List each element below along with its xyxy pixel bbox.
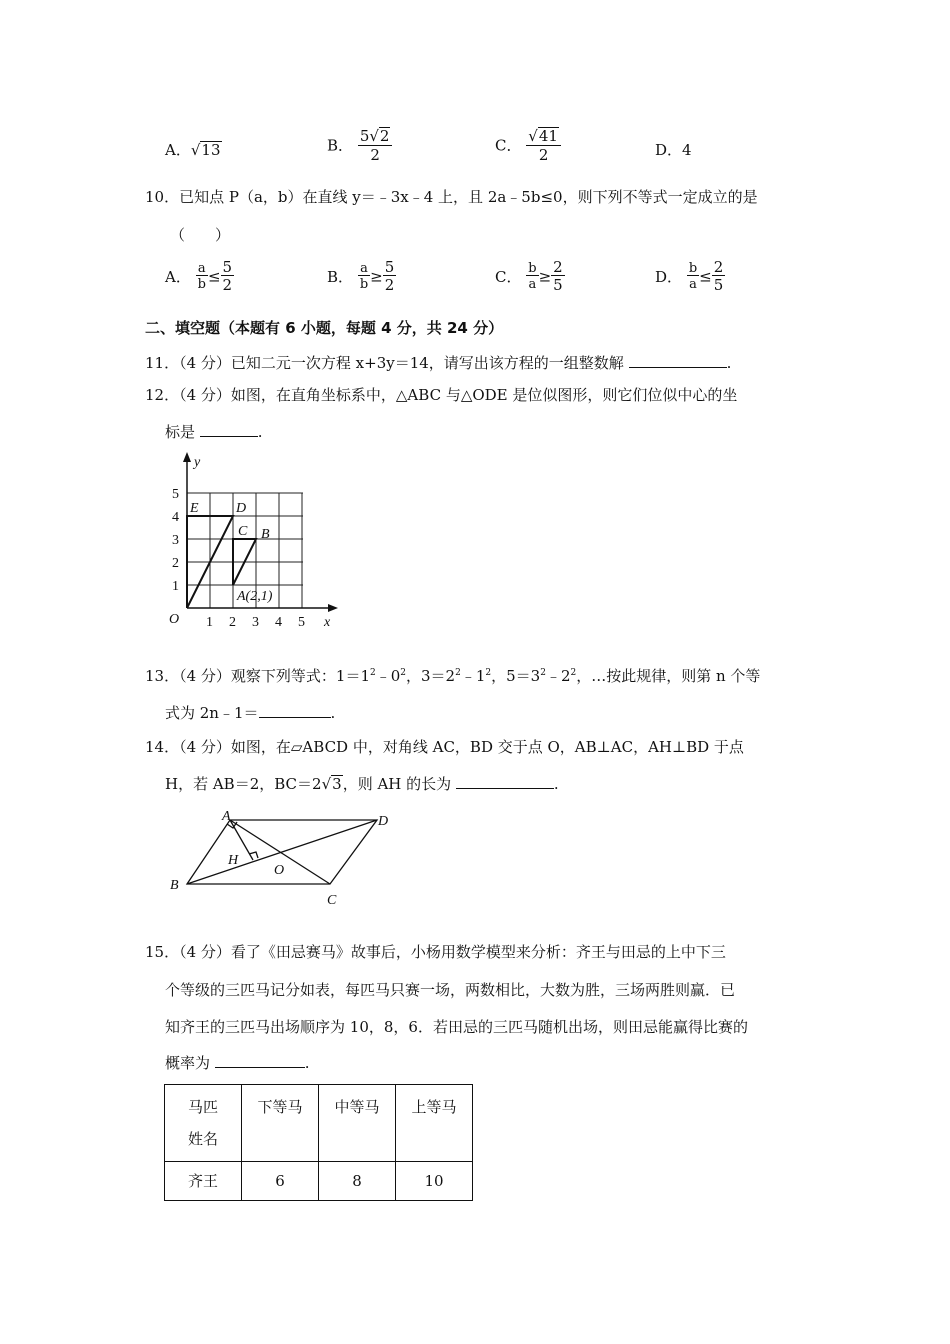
y-tick-2: 2 — [172, 556, 179, 571]
table-cell: 10 — [396, 1162, 473, 1201]
x-axis-label: x — [324, 615, 331, 630]
q10-option-b: B． $\frac{a}{b}$ ≥ $\frac{5}{2}$ — [327, 258, 395, 294]
q15-line3: 知齐王的三匹马出场顺序为 10，8，6．若田忌的三匹马随机出场，则田忌能赢得比赛的 — [165, 1018, 748, 1036]
figure-14-parallelogram — [165, 808, 400, 908]
x-tick-5: 5 — [298, 615, 305, 630]
table-cell: 8 — [319, 1162, 396, 1201]
q9-option-c: C． $\frac{√41}{2}$ — [495, 127, 561, 163]
point-b-label: B — [170, 878, 179, 893]
point-d-label: D — [236, 501, 247, 516]
table-header-cell: 上等马 — [396, 1085, 473, 1162]
point-b-label: B — [261, 527, 270, 542]
table-row — [165, 1162, 473, 1201]
x-tick-1: 1 — [206, 615, 213, 630]
point-h-label: H — [228, 853, 239, 868]
point-d-label: D — [378, 814, 389, 829]
origin-label: O — [169, 612, 180, 627]
q13-line2: 式为 2n﹣1＝ . — [165, 704, 336, 722]
q9-option-d: D．4 — [655, 141, 692, 159]
q10-stem: 10．已知点 P（a，b）在直线 y＝﹣3x﹣4 上，且 2a﹣5b≤0，则下列不等式一定成立的是 — [145, 188, 758, 206]
point-a-label: A — [222, 809, 231, 824]
table-header-cell: 下等马 — [242, 1085, 319, 1162]
q12-answer-blank[interactable] — [200, 422, 258, 437]
y-tick-3: 3 — [172, 533, 179, 548]
y-tick-5: 5 — [172, 487, 179, 502]
q12-line1: 12．（4 分）如图，在直角坐标系中，△ABC 与△ODE 是位似图形，则它们位似中心的坐 — [145, 386, 738, 404]
table-row — [165, 1085, 473, 1162]
q14-answer-blank[interactable] — [456, 774, 554, 789]
y-tick-4: 4 — [172, 510, 179, 525]
q9-option-b: B． $\frac{5√2}{2}$ — [327, 127, 392, 163]
figure-12-coordinate-grid — [160, 450, 350, 635]
table-cell: 6 — [242, 1162, 319, 1201]
q14-line2: H，若 AB＝2，BC＝2√3，则 AH 的长为 . — [165, 775, 559, 793]
q13-line1: 13．（4 分）观察下列等式：$1=1^2﹣0^2$，$3=2^2﹣1^2$，$5=3^2﹣2^2$，…按此规律，则第 n 个等 — [145, 667, 761, 685]
section-title: 二、填空题（本题有 6 小题，每题 4 分，共 24 分） — [145, 319, 504, 337]
q10-option-c: C． $\frac{b}{a}$ ≥ $\frac{2}{5}$ — [495, 258, 563, 294]
y-axis-label: y — [194, 455, 201, 470]
point-o-label: O — [274, 863, 285, 878]
point-e-label: E — [190, 501, 199, 516]
q15-line1: 15．（4 分）看了《田忌赛马》故事后，小杨用数学模型来分析：齐王与田忌的上中下三 — [145, 943, 726, 961]
q10-paren: （ ） — [170, 226, 231, 244]
x-tick-4: 4 — [275, 615, 282, 630]
q13-answer-blank[interactable] — [259, 703, 331, 718]
table-header-cell: 马匹 姓名 — [165, 1085, 242, 1162]
x-tick-3: 3 — [252, 615, 259, 630]
q10-option-a: A． $\frac{a}{b}$ ≤ $\frac{5}{2}$ — [165, 258, 233, 294]
q14-line1: 14．（4 分）如图，在▱ABCD 中，对角线 AC，BD 交于点 O，AB⊥AC，AH⊥BD 于点 — [145, 738, 744, 756]
horse-score-table — [164, 1084, 473, 1201]
q15-line2: 个等级的三匹马记分如表，每匹马只赛一场，两数相比，大数为胜，三场两胜则赢．已 — [165, 981, 736, 999]
table-header-cell: 中等马 — [319, 1085, 396, 1162]
table-cell: 齐王 — [165, 1162, 242, 1201]
q9-option-a: A．√13 — [165, 141, 221, 159]
point-c-label: C — [327, 893, 337, 908]
q10-option-d: D． $\frac{b}{a}$ ≤ $\frac{2}{5}$ — [655, 258, 724, 294]
point-c-label: C — [238, 524, 248, 539]
q15-line4: 概率为 . — [165, 1054, 310, 1072]
point-a-label: A(2,1) — [237, 589, 273, 604]
x-tick-2: 2 — [229, 615, 236, 630]
q12-line2: 标是 . — [165, 423, 263, 441]
y-tick-1: 1 — [172, 579, 179, 594]
q11: 11．（4 分）已知二元一次方程 x+3y＝14，请写出该方程的一组整数解 . — [145, 354, 732, 372]
q15-answer-blank[interactable] — [215, 1053, 305, 1068]
q11-answer-blank[interactable] — [629, 353, 727, 368]
